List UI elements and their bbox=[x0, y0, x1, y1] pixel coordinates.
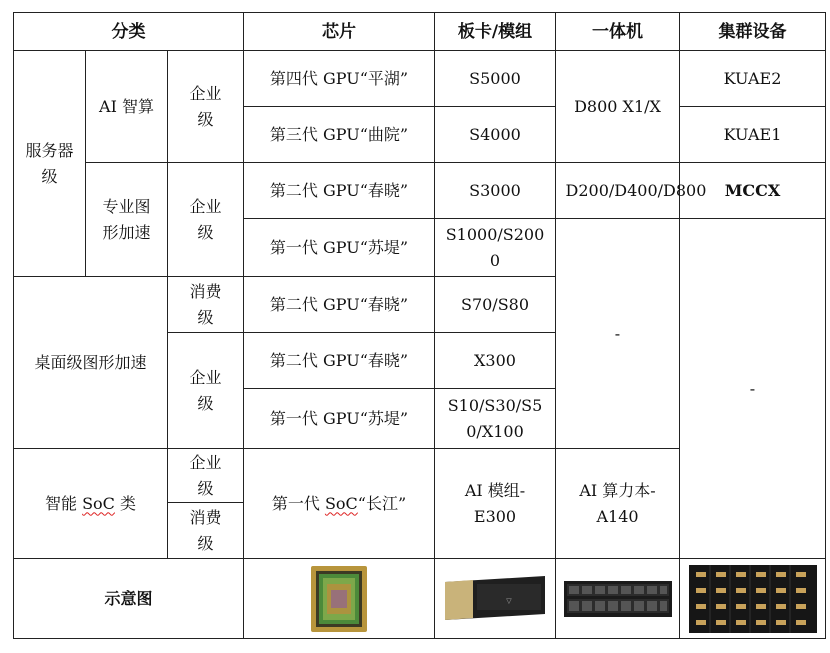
allinone-cell: - bbox=[556, 219, 680, 449]
tier-consumer: 消费级 bbox=[168, 277, 244, 333]
header-allinone: 一体机 bbox=[556, 13, 680, 51]
cluster-cell: - bbox=[680, 219, 826, 559]
board-image-cell bbox=[435, 559, 556, 639]
category-soc: 智能 SoC 类 bbox=[14, 449, 168, 559]
rack-server-image bbox=[563, 579, 673, 619]
footer-label: 示意图 bbox=[14, 559, 244, 639]
header-chip: 芯片 bbox=[244, 13, 435, 51]
board-cell: X300 bbox=[435, 333, 556, 389]
category-pro-graphics: 专业图形加速 bbox=[86, 163, 168, 277]
tier-enterprise: 企业级 bbox=[168, 51, 244, 163]
board-cell: S70/S80 bbox=[435, 277, 556, 333]
chip-cell-soc: 第一代 SoC“长江” bbox=[244, 449, 435, 559]
tier-enterprise: 企业级 bbox=[168, 163, 244, 277]
chip-cell: 第二代 GPU“春晓” bbox=[244, 333, 435, 389]
chip-cell: 第四代 GPU“平湖” bbox=[244, 51, 435, 107]
header-board: 板卡/模组 bbox=[435, 13, 556, 51]
allinone-cell: D200/D400/D800 bbox=[556, 163, 680, 219]
cluster-image-cell bbox=[680, 559, 826, 639]
cluster-cabinet-image bbox=[688, 564, 818, 634]
chip-die-image bbox=[309, 564, 369, 634]
board-cell: S4000 bbox=[435, 107, 556, 163]
category-desktop: 桌面级图形加速 bbox=[14, 277, 168, 449]
cluster-cell: MCCX bbox=[680, 163, 826, 219]
chip-cell: 第一代 GPU“苏堤” bbox=[244, 219, 435, 277]
board-cell: S5000 bbox=[435, 51, 556, 107]
product-matrix-table bbox=[13, 12, 826, 639]
cluster-cell: KUAE2 bbox=[680, 51, 826, 107]
allinone-cell-soc: AI 算力本-A140 bbox=[556, 449, 680, 559]
board-cell-soc: AI 模组-E300 bbox=[435, 449, 556, 559]
gpu-card-image bbox=[443, 574, 547, 624]
category-server: 服务器级 bbox=[14, 51, 86, 277]
allinone-image-cell bbox=[556, 559, 680, 639]
header-cluster: 集群设备 bbox=[680, 13, 826, 51]
chip-cell: 第二代 GPU“春晓” bbox=[244, 277, 435, 333]
tier-consumer: 消费级 bbox=[168, 503, 244, 559]
svg-text:▽: ▽ bbox=[506, 596, 512, 605]
chip-cell: 第三代 GPU“曲院” bbox=[244, 107, 435, 163]
tier-enterprise: 企业级 bbox=[168, 449, 244, 503]
header-category: 分类 bbox=[14, 13, 244, 51]
board-cell: S10/S30/S50/X100 bbox=[435, 389, 556, 449]
tier-enterprise: 企业级 bbox=[168, 333, 244, 449]
board-cell: S3000 bbox=[435, 163, 556, 219]
cluster-cell: KUAE1 bbox=[680, 107, 826, 163]
board-cell: S1000/S2000 bbox=[435, 219, 556, 277]
allinone-cell: D800 X1/X bbox=[556, 51, 680, 163]
chip-image-cell bbox=[244, 559, 435, 639]
category-ai-compute: AI 智算 bbox=[86, 51, 168, 163]
chip-cell: 第二代 GPU“春晓” bbox=[244, 163, 435, 219]
chip-cell: 第一代 GPU“苏堤” bbox=[244, 389, 435, 449]
